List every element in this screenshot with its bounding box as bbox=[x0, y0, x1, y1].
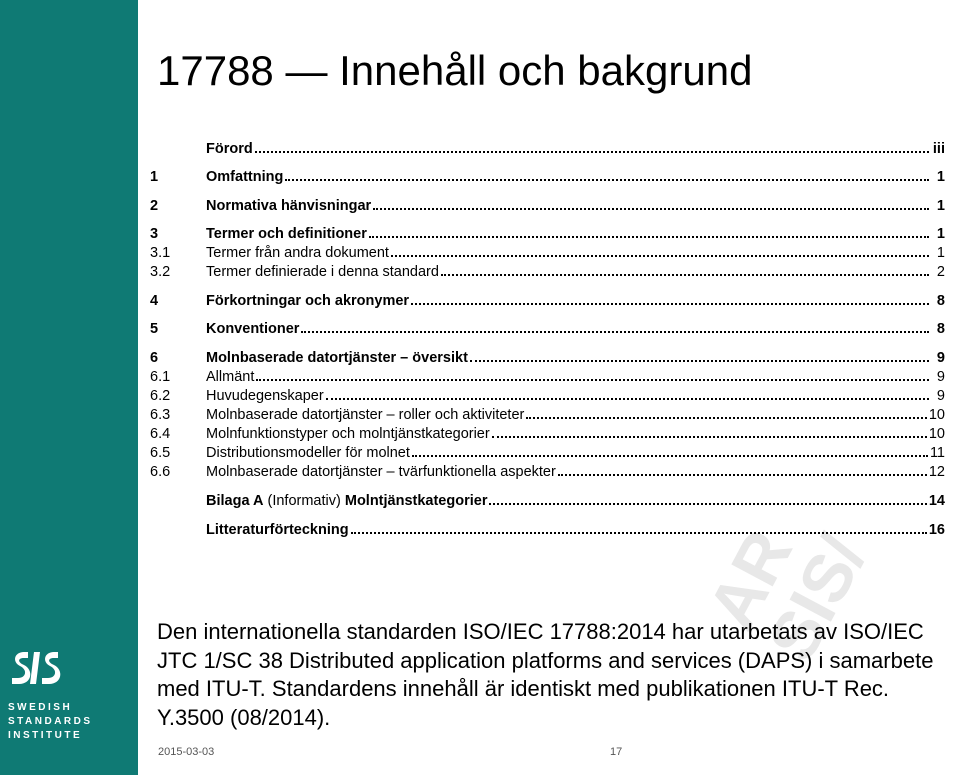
toc-entry-page: 9 bbox=[936, 369, 945, 385]
toc-entry-page: 11 bbox=[929, 445, 945, 461]
toc-entry-label: Konventioner bbox=[206, 321, 300, 337]
toc-dot-leader bbox=[285, 178, 929, 181]
toc-entry-number: 3.1 bbox=[150, 245, 171, 261]
toc-entry-label: Molnfunktionstyper och molntjänstkategorier bbox=[206, 426, 490, 442]
toc-entry-number: 5 bbox=[150, 321, 159, 337]
toc-entry-page: 1 bbox=[936, 245, 945, 261]
toc-entry-label: Molnbaserade datortjänster – översikt bbox=[206, 350, 468, 366]
toc-entry-page: 8 bbox=[936, 321, 945, 337]
toc-entry-page: 10 bbox=[928, 407, 945, 423]
toc-entry-number: 4 bbox=[150, 293, 159, 309]
toc-entry-page: 14 bbox=[928, 493, 945, 509]
toc-entry bbox=[150, 518, 945, 538]
toc-entry-number: 6.1 bbox=[150, 369, 171, 385]
toc-entry-label: Termer definierade i denna standard bbox=[206, 264, 439, 280]
slide-title: 17788 — Innehåll och bakgrund bbox=[157, 47, 753, 94]
toc-entry-page: 8 bbox=[936, 293, 945, 309]
toc-dot-leader bbox=[558, 473, 927, 476]
toc-entry-label: Huvudegenskaper bbox=[206, 388, 324, 404]
toc-entry-number: 2 bbox=[150, 198, 159, 214]
toc-entry bbox=[150, 441, 945, 461]
toc-entry-label: Distributionsmodeller för molnet bbox=[206, 445, 410, 461]
toc-entry bbox=[150, 489, 945, 509]
toc-entry bbox=[150, 222, 945, 242]
toc-entry-label: Förord bbox=[206, 141, 253, 157]
toc-entry bbox=[150, 317, 945, 337]
toc-entry-page: 9 bbox=[936, 350, 945, 366]
logo-line-swedish: SWEDISH bbox=[8, 702, 73, 713]
toc-entry-number: 3.2 bbox=[150, 264, 171, 280]
toc-entry bbox=[150, 460, 945, 480]
toc-entry-page: 12 bbox=[928, 464, 945, 480]
toc-entry-number: 6.5 bbox=[150, 445, 171, 461]
sis-logo-mark-icon bbox=[10, 648, 70, 698]
toc-entry bbox=[150, 289, 945, 309]
toc-entry bbox=[150, 422, 945, 442]
footer-page-number: 17 bbox=[610, 746, 623, 758]
logo-line-standards: STANDARDS bbox=[8, 716, 93, 727]
toc-dot-leader bbox=[489, 502, 926, 505]
toc-entry-label: Molnbaserade datortjänster – tvärfunktionella aspekter bbox=[206, 464, 556, 480]
toc-entry-number: 6 bbox=[150, 350, 159, 366]
toc-entry bbox=[150, 137, 945, 157]
toc-dot-leader bbox=[326, 397, 929, 400]
toc-entry-label: Litteraturförteckning bbox=[206, 522, 349, 538]
toc-entry-label: Omfattning bbox=[206, 169, 284, 185]
toc-entry bbox=[150, 241, 945, 261]
logo-line-institute: INSTITUTE bbox=[8, 730, 83, 741]
body-paragraph: Den internationella standarden ISO/IEC 17788:2014 har utarbetats av ISO/IEC JTC 1/SC 38 Distributed application platforms and services (DAPS) i samarbete med ITU-T. Standardens innehåll är identiskt med publikationen ITU-T Rec. Y.3500 (08/2014). bbox=[157, 619, 934, 730]
toc-entry-label-annex-type: (Informativ) bbox=[263, 493, 345, 509]
toc-dot-leader bbox=[391, 254, 929, 257]
toc-entry-label: Bilaga A bbox=[206, 493, 264, 509]
toc-entry-label: Termer och definitioner bbox=[206, 226, 367, 242]
toc-entry-page: 1 bbox=[936, 198, 945, 214]
sidebar-band bbox=[0, 0, 138, 775]
toc-entry bbox=[150, 194, 945, 214]
toc-entry-label: Termer från andra dokument bbox=[206, 245, 389, 261]
toc-entry-label: Förkortningar och akronymer bbox=[206, 293, 410, 309]
toc-entry-number: 3 bbox=[150, 226, 159, 242]
toc-entry bbox=[150, 165, 945, 185]
toc-entry-label: Molnbaserade datortjänster – roller och aktiviteter bbox=[206, 407, 525, 423]
toc-dot-leader bbox=[441, 273, 929, 276]
toc-dot-leader bbox=[526, 416, 927, 419]
toc-dot-leader bbox=[301, 330, 929, 333]
toc-entry bbox=[150, 365, 945, 385]
toc-entry-number: 6.2 bbox=[150, 388, 171, 404]
toc-dot-leader bbox=[351, 531, 927, 534]
toc-entry-label: Allmänt bbox=[206, 369, 255, 385]
toc-entry-label-annex-title: Molntjänstkategorier bbox=[344, 493, 488, 509]
toc-entry-page: iii bbox=[932, 141, 945, 157]
toc-entry-page: 1 bbox=[936, 226, 945, 242]
toc-dot-leader bbox=[412, 454, 928, 457]
watermark: AR SIS/ bbox=[693, 518, 882, 673]
toc-entry-number: 6.4 bbox=[150, 426, 171, 442]
toc-entry-page: 2 bbox=[936, 264, 945, 280]
toc-entry-page: 1 bbox=[936, 169, 945, 185]
toc-entry-page: 10 bbox=[928, 426, 945, 442]
toc-entry-number: 1 bbox=[150, 169, 159, 185]
table-of-contents bbox=[150, 135, 945, 673]
toc-entry-page: 16 bbox=[928, 522, 945, 538]
toc-dot-leader bbox=[373, 207, 929, 210]
footer-date: 2015-03-03 bbox=[158, 746, 215, 758]
toc-entry-number: 6.3 bbox=[150, 407, 171, 423]
toc-dot-leader bbox=[255, 150, 929, 153]
toc-dot-leader bbox=[369, 235, 929, 238]
toc-entry-label: Normativa hänvisningar bbox=[206, 198, 372, 214]
toc-dot-leader bbox=[256, 378, 929, 381]
toc-entry bbox=[150, 260, 945, 280]
toc-dot-leader bbox=[411, 302, 929, 305]
toc-entry bbox=[150, 346, 945, 366]
toc-entry-page: 9 bbox=[936, 388, 945, 404]
toc-entry bbox=[150, 384, 945, 404]
toc-dot-leader bbox=[492, 435, 927, 438]
toc-entry-number: 6.6 bbox=[150, 464, 171, 480]
toc-dot-leader bbox=[470, 359, 929, 362]
toc-entry bbox=[150, 403, 945, 423]
